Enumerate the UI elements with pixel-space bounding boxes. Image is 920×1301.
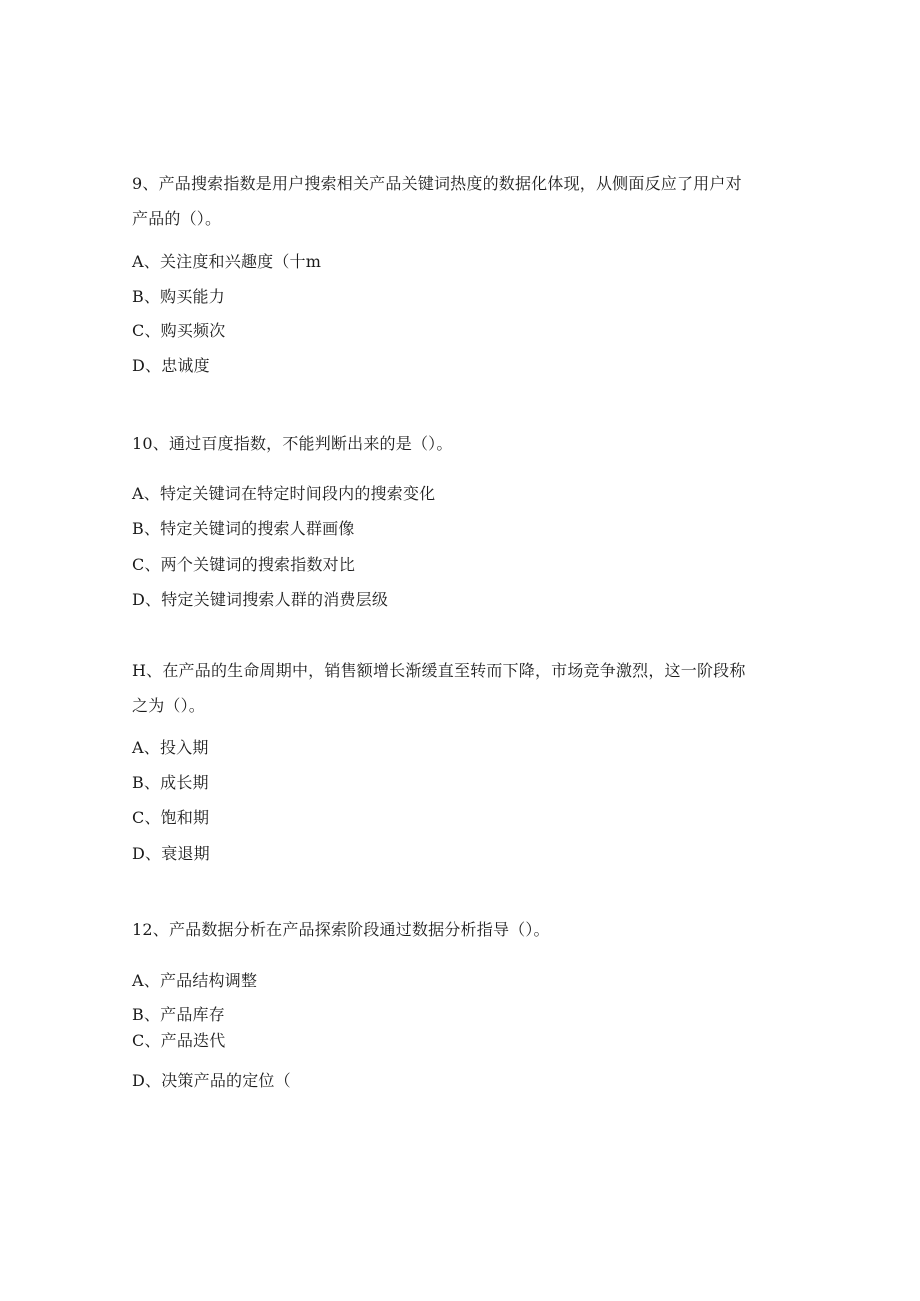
question-11-stem-line-2: 之为（）。: [132, 696, 206, 715]
question-9-option-b: B、购买能力: [132, 287, 225, 306]
question-10-option-c: C、两个关键词的搜索指数对比: [132, 555, 356, 574]
question-11-option-b: B、成长期: [132, 773, 209, 792]
question-9-stem-line-1: 9、产品搜索指数是用户搜索相关产品关键词热度的数据化体现，从侧面反应了用户对: [132, 174, 742, 193]
question-12-option-b: B、产品库存: [132, 1005, 225, 1024]
question-9-option-d: D、忠诚度: [132, 356, 210, 375]
question-11-option-c: C、饱和期: [132, 808, 210, 827]
question-12-option-a: A、产品结构调整: [132, 971, 258, 990]
question-11-stem-line-1: H、在产品的生命周期中，销售额增长渐缓直至转而下降，市场竞争激烈，这一阶段称: [132, 661, 746, 680]
question-9-option-c: C、购买频次: [132, 321, 226, 340]
question-12-stem-line-1: 12、产品数据分析在产品探索阶段通过数据分析指导（）。: [132, 920, 550, 939]
question-10-option-b: B、特定关键词的搜索人群画像: [132, 519, 355, 538]
question-10-option-a: A、特定关键词在特定时间段内的搜索变化: [132, 484, 436, 503]
question-10-option-d: D、特定关键词搜索人群的消费层级: [132, 590, 389, 609]
question-12-option-c: C、产品迭代: [132, 1031, 226, 1050]
question-11-option-d: D、衰退期: [132, 844, 210, 863]
question-9-option-a: A、关注度和兴趣度（十m: [132, 252, 322, 271]
question-9-stem-line-2: 产品的（）。: [132, 209, 222, 228]
question-12-option-d: D、决策产品的定位（: [132, 1071, 291, 1090]
question-10-stem-line-1: 10、通过百度指数，不能判断出来的是（）。: [132, 434, 453, 453]
question-11-option-a: A、投入期: [132, 738, 209, 757]
